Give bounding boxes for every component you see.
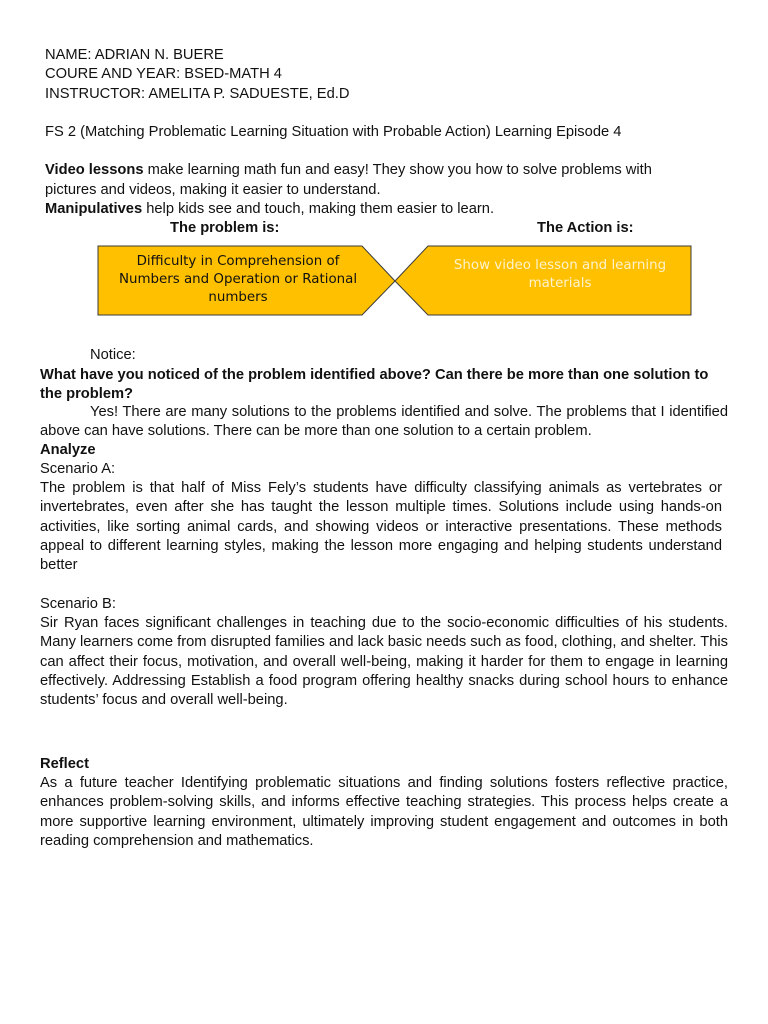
course-year: COURE AND YEAR: BSED-MATH 4 [45,66,282,82]
problem-label: The problem is: [170,220,280,236]
instructor: INSTRUCTOR: AMELITA P. SADUESTE, Ed.D [45,86,350,102]
intro-video-line2: pictures and videos, making it easier to understand. [45,182,381,198]
scenario-b-text: Sir Ryan faces significant challenges in teaching due to the socio-economic difficulties of his students. Many learners come from disrupted families and lack basic needs such as food, clothing, and shelter. This can affect their focus, motivation, and overall well-being, making it harder for them to engage in learning effectively. Addressing Establish a food program offering healthy snacks during school hours to enhance students’ focus and overall well-being. [40,615,728,709]
student-name: NAME: ADRIAN N. BUERE [45,47,224,63]
reflect-heading: Reflect [40,756,89,772]
scenario-a-text: The problem is that half of Miss Fely’s students have difficulty classifying animals as vertebrates or invertebrates, even after she has taught the lesson multiple times. Solutions include using hands-on activities, like sorting animal cards, and showing videos or interactive presentations. These methods appeal to different learning styles, making the lesson more engaging and helping students understand better [40,480,722,574]
manipulatives-term: Manipulatives [45,201,143,217]
video-lessons-text: make learning math fun and easy! They show you how to solve problems with [143,162,652,178]
problem-text: Difficulty in Comprehension of Numbers and Operation or Rational numbers [118,254,358,305]
action-label: The Action is: [537,220,634,236]
manipulatives-text: help kids see and touch, making them easier to learn. [142,201,495,217]
video-lessons-term: Video lessons [45,162,144,178]
analyze-heading: Analyze [40,442,96,458]
reflect-text: As a future teacher Identifying problematic situations and finding solutions fosters reflective practice, enhances problem-solving skills, and informs effective teaching strategies. This process helps create a more supportive learning environment, ultimately improving student engagement and outcomes in both reading comprehension and mathematics. [40,775,728,849]
episode-title: FS 2 (Matching Problematic Learning Situation with Probable Action) Learning Episode 4 [45,124,622,140]
scenario-a-label: Scenario A: [40,461,116,477]
action-text: Show video lesson and learning materials [453,258,667,291]
notice-answer: Yes! There are many solutions to the problems identified and solve. The problems that I identified above can have solutions. There can be more than one solution to a certain problem. [40,404,728,440]
notice-label: Notice: [90,347,136,363]
notice-question: What have you noticed of the problem identified above? Can there be more than one solution to the problem? [40,367,709,403]
scenario-b-label: Scenario B: [40,596,116,612]
